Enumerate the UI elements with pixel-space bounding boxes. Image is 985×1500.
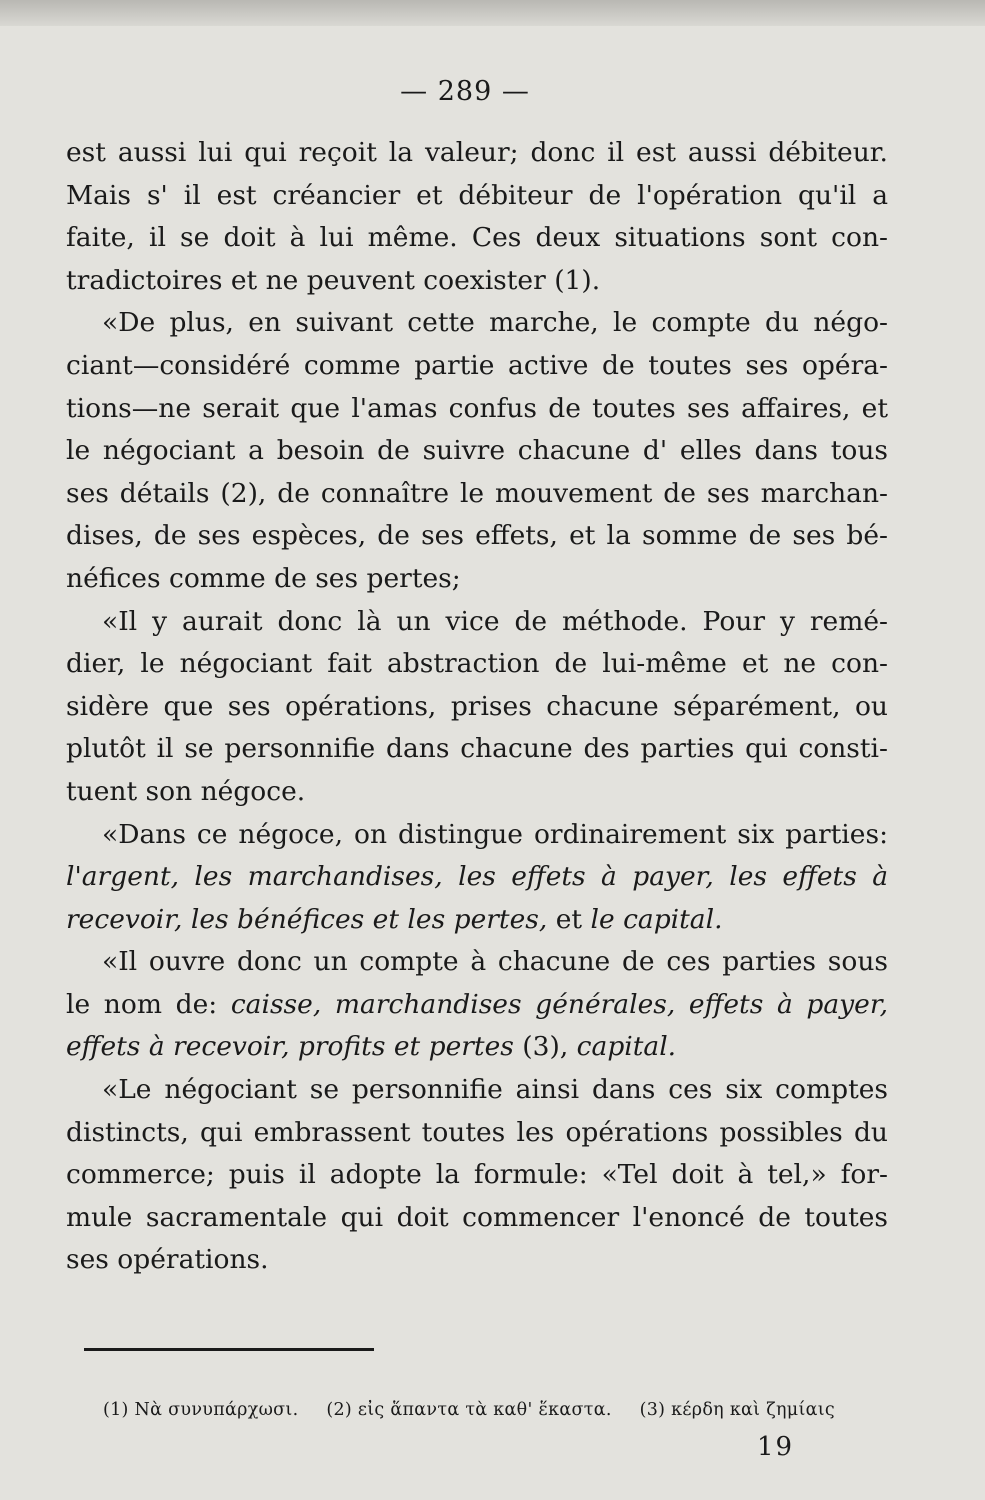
text-line bbox=[66, 899, 888, 942]
text-line: «Le négociant se personnifie ainsi dans ces six comptes bbox=[102, 1074, 888, 1106]
text-line: faite, il se doit à lui même. Ces deux situations sont con- bbox=[66, 222, 888, 254]
text-line: dises, de ses espèces, de ses effets, et la somme de ses bé- bbox=[66, 520, 888, 552]
signature-mark: 19 bbox=[757, 1432, 795, 1462]
text-line bbox=[66, 856, 888, 899]
text-line: «Il y aurait donc là un vice de méthode. Pour y remé- bbox=[102, 605, 888, 637]
text-line: mule sacramentale qui doit commencer l'enoncé de toutes bbox=[66, 1201, 888, 1233]
text-line: néfices comme de ses pertes; bbox=[66, 562, 461, 594]
italic-span: capital. bbox=[576, 1031, 677, 1063]
italic-span: le capital. bbox=[590, 903, 723, 935]
text-line: le négociant a besoin de suivre chacune d' elles dans tous bbox=[66, 435, 888, 467]
text-span: «Il ouvre donc un compte à chacune de ces parties sous bbox=[102, 946, 888, 978]
text-line: tuent son négoce. bbox=[66, 775, 306, 807]
text-line bbox=[66, 941, 888, 984]
text-line: ses opérations. bbox=[66, 1244, 269, 1276]
text-line: Mais s' il est créancier et débiteur de l'opération qu'il a bbox=[66, 179, 888, 211]
page-top-edge bbox=[0, 0, 985, 26]
text-span: et bbox=[555, 903, 591, 935]
footnote-2: (2) εἰς ἅπαντα τὰ καθ' ἕκαστα. bbox=[326, 1400, 612, 1420]
footnote-separator bbox=[84, 1348, 374, 1351]
text-line: dier, le négociant fait abstraction de lui-même et ne con- bbox=[66, 648, 888, 680]
text-line: tradictoires et ne peuvent coexister (1). bbox=[66, 264, 601, 296]
italic-span: caisse, marchandises générales, effets à payer, bbox=[230, 988, 888, 1020]
body-text bbox=[66, 132, 888, 1282]
text-line: est aussi lui qui reçoit la valeur; donc il est aussi débiteur. bbox=[66, 137, 888, 168]
text-line: plutôt il se personnifie dans chacune des parties qui consti- bbox=[66, 733, 888, 765]
text-line: «De plus, en suivant cette marche, le compte du négo- bbox=[102, 307, 888, 339]
text-span: le nom de: bbox=[66, 988, 231, 1020]
text-line bbox=[66, 984, 888, 1027]
italic-span: l'argent, les marchandises, les effets à payer, les effets à bbox=[66, 861, 888, 893]
footnotes bbox=[103, 1400, 883, 1420]
italic-span: effets à recevoir, profits et pertes bbox=[66, 1031, 523, 1063]
text-line: sidère que ses opérations, prises chacune séparément, ou bbox=[66, 690, 888, 722]
text-line: «Dans ce négoce, on distingue ordinairement six parties: bbox=[102, 818, 888, 850]
text-line: distincts, qui embrassent toutes les opérations possibles du bbox=[66, 1116, 888, 1148]
footnote-3: (3) κέρδη καὶ ζημίαις bbox=[639, 1400, 835, 1420]
italic-span: recevoir, les bénéfices et les pertes, bbox=[66, 903, 556, 935]
text-line: tions—ne serait que l'amas confus de toutes ses affaires, et bbox=[66, 392, 888, 424]
text-line: commerce; puis il adopte la formule: «Tel doit à tel,» for- bbox=[66, 1159, 888, 1191]
page-number-header: — 289 — bbox=[400, 76, 530, 107]
text-line: ciant—considéré comme partie active de toutes ses opéra- bbox=[66, 349, 888, 381]
text-span: (3), bbox=[522, 1031, 577, 1063]
footnote-1: (1) Νὰ συνυπάρχωσι. bbox=[103, 1400, 299, 1420]
text-line: ses détails (2), de connaître le mouvement de ses marchan- bbox=[66, 477, 888, 509]
text-line bbox=[66, 1026, 888, 1069]
